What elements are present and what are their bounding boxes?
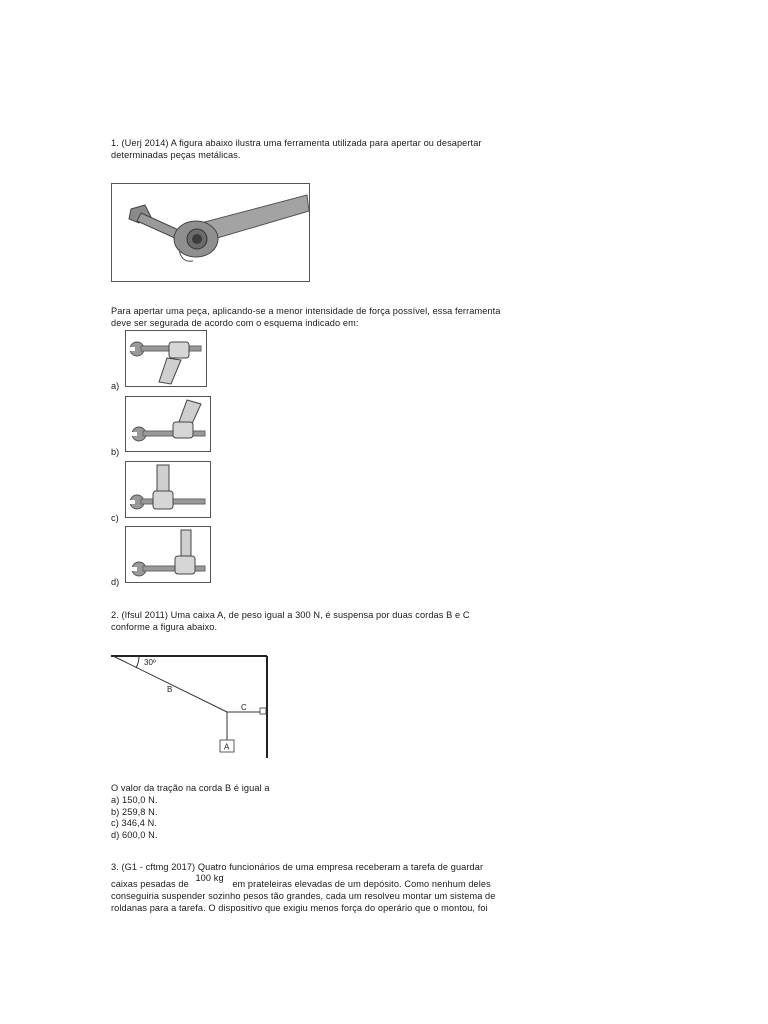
angle-label: 30º xyxy=(144,658,156,667)
rope-c-label: C xyxy=(241,703,247,712)
q3-mass-value: 100 kg xyxy=(195,873,224,883)
q3-statement-line1: 3. (G1 - cftmg 2017) Quatro funcionários de uma empresa receberam a tarefa de guardar xyxy=(111,862,484,872)
q1-text-line1: Para apertar uma peça, aplicando-se a menor intensidade de força possível, essa ferramenta xyxy=(111,306,501,316)
option-c-figure xyxy=(125,461,211,518)
q3-statement-line3: conseguiria suspender sozinho pesos tão grandes, cada um resolveu montar um sistema de xyxy=(111,891,496,901)
q2-statement-line2: conforme a figura abaixo. xyxy=(111,622,218,632)
rope-b-label: B xyxy=(167,685,173,694)
q2-option-b: b) 259,8 N. xyxy=(111,807,158,817)
q2-statement-line1: 2. (Ifsul 2011) Uma caixa A, de peso igual a 300 N, é suspensa por duas cordas B e C xyxy=(111,610,470,620)
q2-option-d: d) 600,0 N. xyxy=(111,830,158,840)
option-b-figure xyxy=(125,396,211,452)
wrench-figure xyxy=(111,183,310,282)
q1-text-line2: deve ser segurada de acordo com o esquema indicado em: xyxy=(111,318,359,328)
option-d-label: d) xyxy=(111,577,120,587)
box-a-label: A xyxy=(224,742,230,752)
option-a-label: a) xyxy=(111,381,120,391)
ropes-figure xyxy=(111,652,281,760)
q2-option-a: a) 150,0 N. xyxy=(111,795,158,805)
q3-statement-line4: roldanas para a tarefa. O dispositivo que exigiu menos força do operário que o montou, foi xyxy=(111,903,488,913)
option-b-label: b) xyxy=(111,447,120,457)
q2-question: O valor da tração na corda B é igual a xyxy=(111,783,270,793)
q2-option-c: c) 346,4 N. xyxy=(111,818,158,828)
q3-line2-pre: caixas pesadas de xyxy=(111,879,189,889)
q3-statement-line2 xyxy=(111,873,491,890)
option-a-figure xyxy=(125,330,207,387)
option-d-figure xyxy=(125,526,211,583)
q1-statement-line2: determinadas peças metálicas. xyxy=(111,150,241,160)
option-c-label: c) xyxy=(111,513,119,523)
q1-statement-line1: 1. (Uerj 2014) A figura abaixo ilustra uma ferramenta utilizada para apertar ou desapertar xyxy=(111,138,482,148)
q3-line2-post: em prateleiras elevadas de um depósito. Como nenhum deles xyxy=(232,879,491,889)
